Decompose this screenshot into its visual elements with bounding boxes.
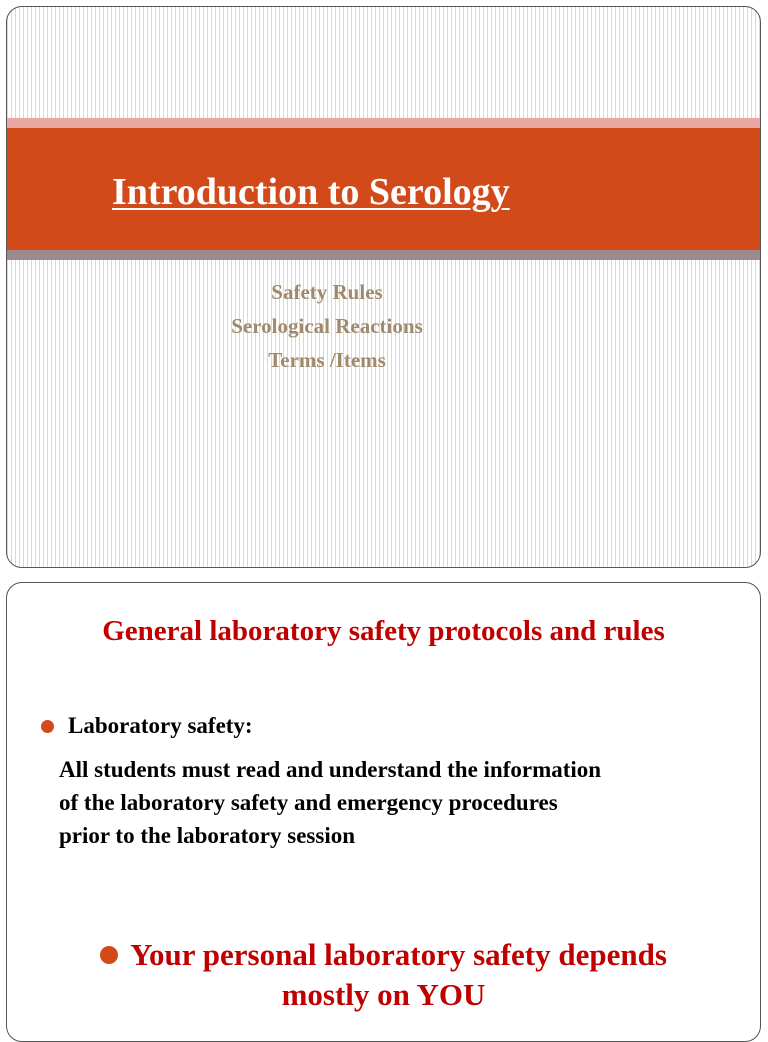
bullet-body-text: All students must read and understand the information of the laboratory safety and emergency procedures prior to the laboratory session <box>59 757 602 848</box>
gray-accent-strip <box>7 250 760 260</box>
title-slide <box>6 6 761 568</box>
bullet-dot-icon <box>41 720 54 733</box>
pink-accent-strip <box>7 118 760 128</box>
subtitle-list <box>7 275 647 377</box>
bullet-dot-icon <box>100 946 118 964</box>
emphasis-bullet <box>7 935 760 1015</box>
emphasis-text-1: Your personal laboratory safety depends <box>130 937 667 972</box>
subtitle-item: Serological Reactions <box>231 314 423 338</box>
bullet-item <box>41 713 253 739</box>
emphasis-text-2: mostly on YOU <box>281 977 486 1012</box>
slide-title: Introduction to Serology <box>112 171 510 213</box>
subtitle-item: Terms /Items <box>268 348 386 372</box>
slide-heading: General laboratory safety protocols and rules <box>102 615 665 647</box>
emphasis-line-1 <box>7 935 760 975</box>
safety-slide <box>6 582 761 1042</box>
bullet-label: Laboratory safety: <box>68 713 253 738</box>
subtitle-item: Safety Rules <box>271 280 383 304</box>
